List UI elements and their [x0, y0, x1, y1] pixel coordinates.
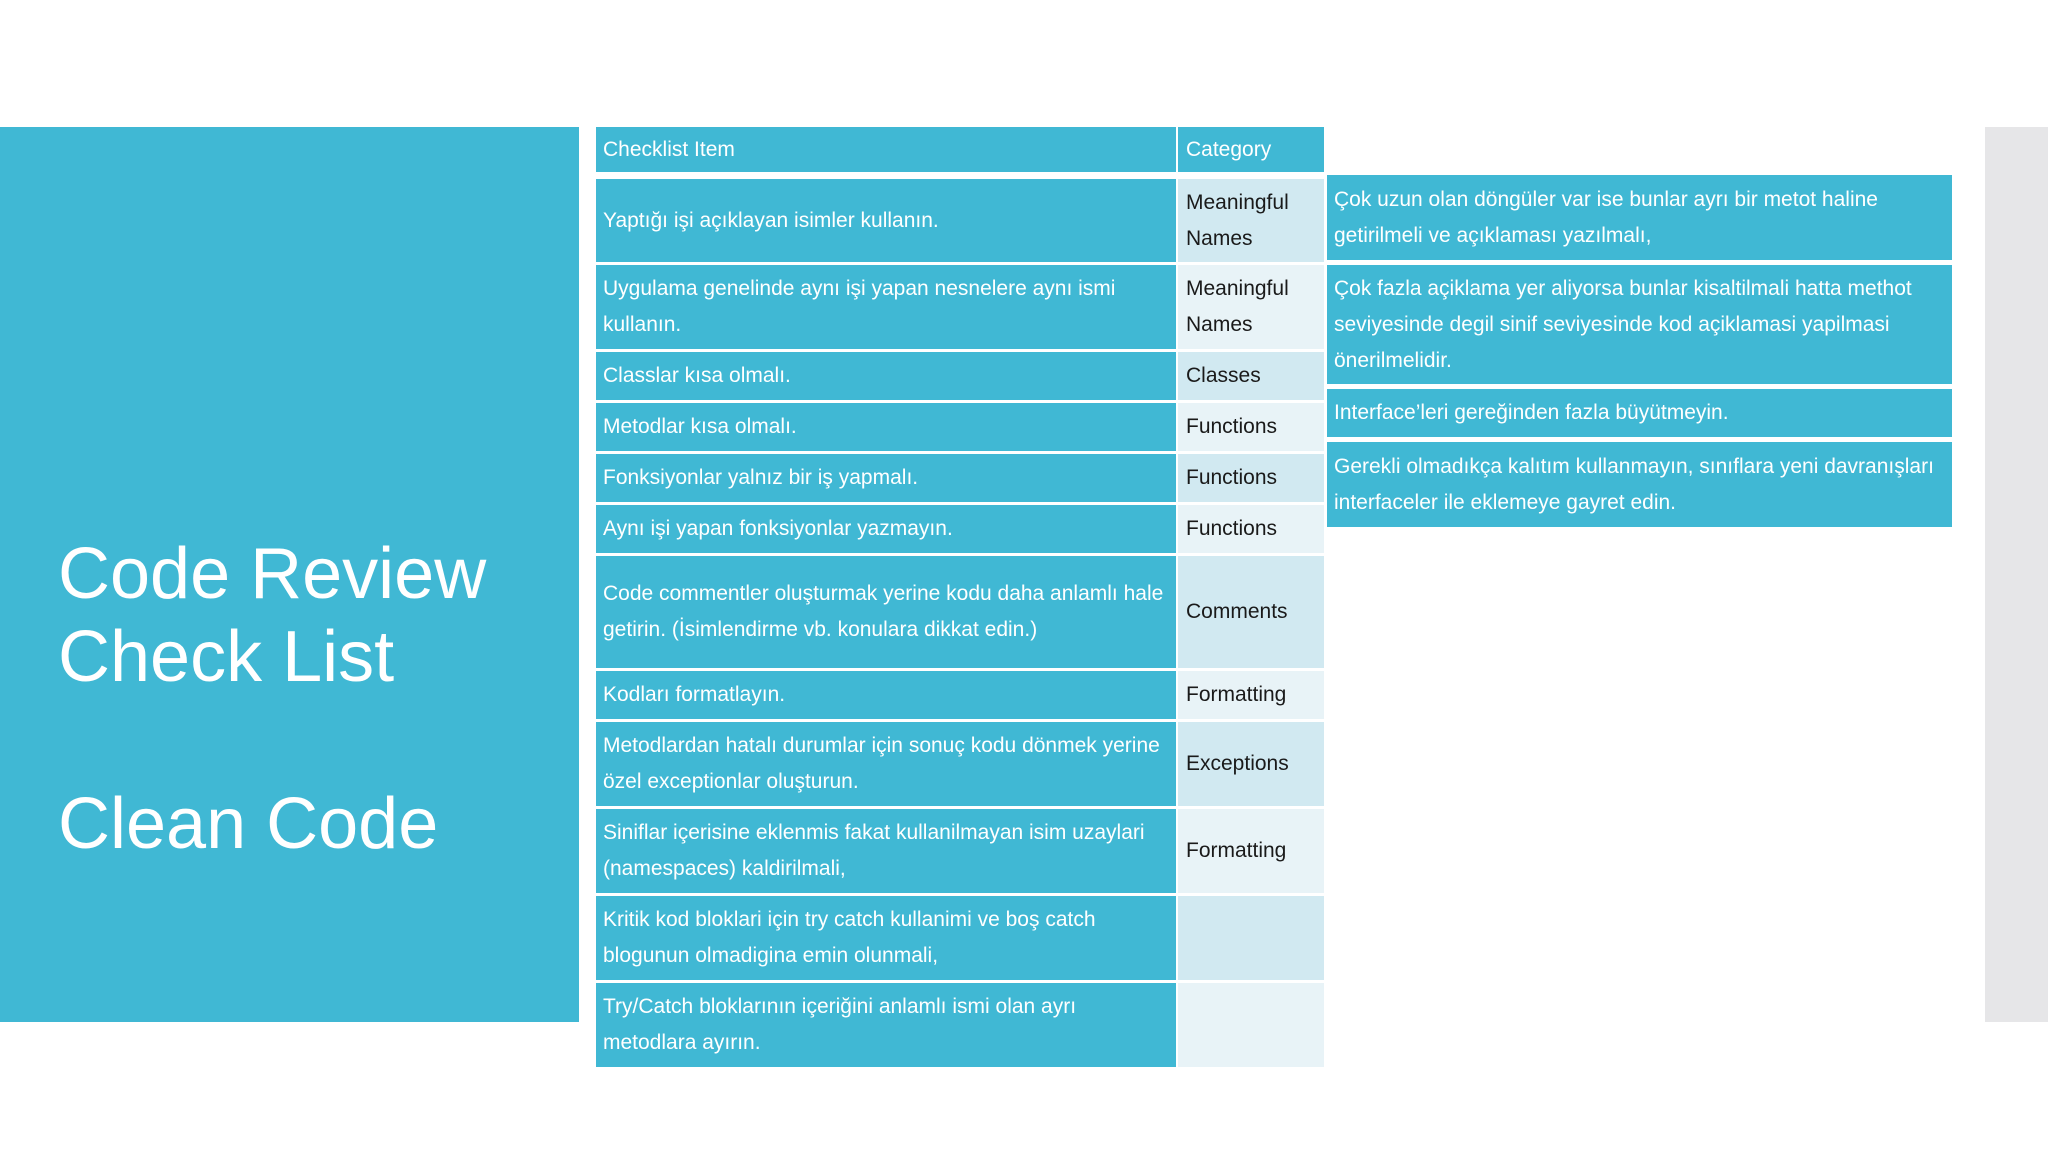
slide-subtitle: Clean Code [58, 784, 439, 864]
table-row-category: Meaningful Names [1178, 179, 1324, 262]
table-row-category [1178, 896, 1324, 980]
table-row-category: Formatting [1178, 671, 1324, 719]
table-row-category: Functions [1178, 505, 1324, 553]
table-row-category: Functions [1178, 403, 1324, 451]
table-row-item: Fonksiyonlar yalnız bir iş yapmalı. [596, 454, 1176, 502]
table-row-item: Code commentler oluşturmak yerine kodu daha anlamlı hale getirin. (İsimlendirme vb. konulara dikkat edin.) [596, 556, 1176, 668]
table-row-item: Metodlardan hatalı durumlar için sonuç kodu dönmek yerine özel exceptionlar oluşturun. [596, 722, 1176, 806]
note-item: Gerekli olmadıkça kalıtım kullanmayın, sınıflara yeni davranışları interfaceler ile eklemeye gayret edin. [1327, 442, 1952, 527]
table-row-item: Try/Catch bloklarının içeriğini anlamlı ismi olan ayrı metodlara ayırın. [596, 983, 1176, 1067]
table-row-category: Meaningful Names [1178, 265, 1324, 349]
table-row-category: Classes [1178, 352, 1324, 400]
table-row-category: Formatting [1178, 809, 1324, 893]
table-row-item: Metodlar kısa olmalı. [596, 403, 1176, 451]
table-row-item: Kritik kod bloklari için try catch kullanimi ve boş catch blogunun olmadigina emin olunmali, [596, 896, 1176, 980]
table-row-category: Functions [1178, 454, 1324, 502]
table-row-item: Kodları formatlayın. [596, 671, 1176, 719]
note-item: Çok fazla açiklama yer aliyorsa bunlar kisaltilmali hatta methot seviyesinde degil sinif seviyesinde kod açiklamasi yapilmasi önerilmelidir. [1327, 265, 1952, 384]
table-row-item: Aynı işi yapan fonksiyonlar yazmayın. [596, 505, 1176, 553]
table-row-category [1178, 983, 1324, 1067]
header-category: Category [1178, 127, 1324, 172]
slide-title-line-1: Code Review [58, 534, 487, 614]
slide-title-line-2: Check List [58, 617, 395, 697]
table-row-item: Siniflar içerisine eklenmis fakat kullanilmayan isim uzaylari (namespaces) kaldirilmali, [596, 809, 1176, 893]
table-row-category: Comments [1178, 556, 1324, 668]
table-row-item: Classlar kısa olmalı. [596, 352, 1176, 400]
header-checklist-item: Checklist Item [596, 127, 1176, 172]
title-panel [0, 127, 579, 1022]
side-decoration-strip [1985, 127, 2048, 1022]
note-item: Interface’leri gereğinden fazla büyütmeyin. [1327, 389, 1952, 437]
note-item: Çok uzun olan döngüler var ise bunlar ayrı bir metot haline getirilmeli ve açıklaması yazılmalı, [1327, 175, 1952, 260]
checklist-table [596, 127, 1324, 1070]
table-row-category: Exceptions [1178, 722, 1324, 806]
table-row-item: Yaptığı işi açıklayan isimler kullanın. [596, 179, 1176, 262]
table-row-item: Uygulama genelinde aynı işi yapan nesnelere aynı ismi kullanın. [596, 265, 1176, 349]
